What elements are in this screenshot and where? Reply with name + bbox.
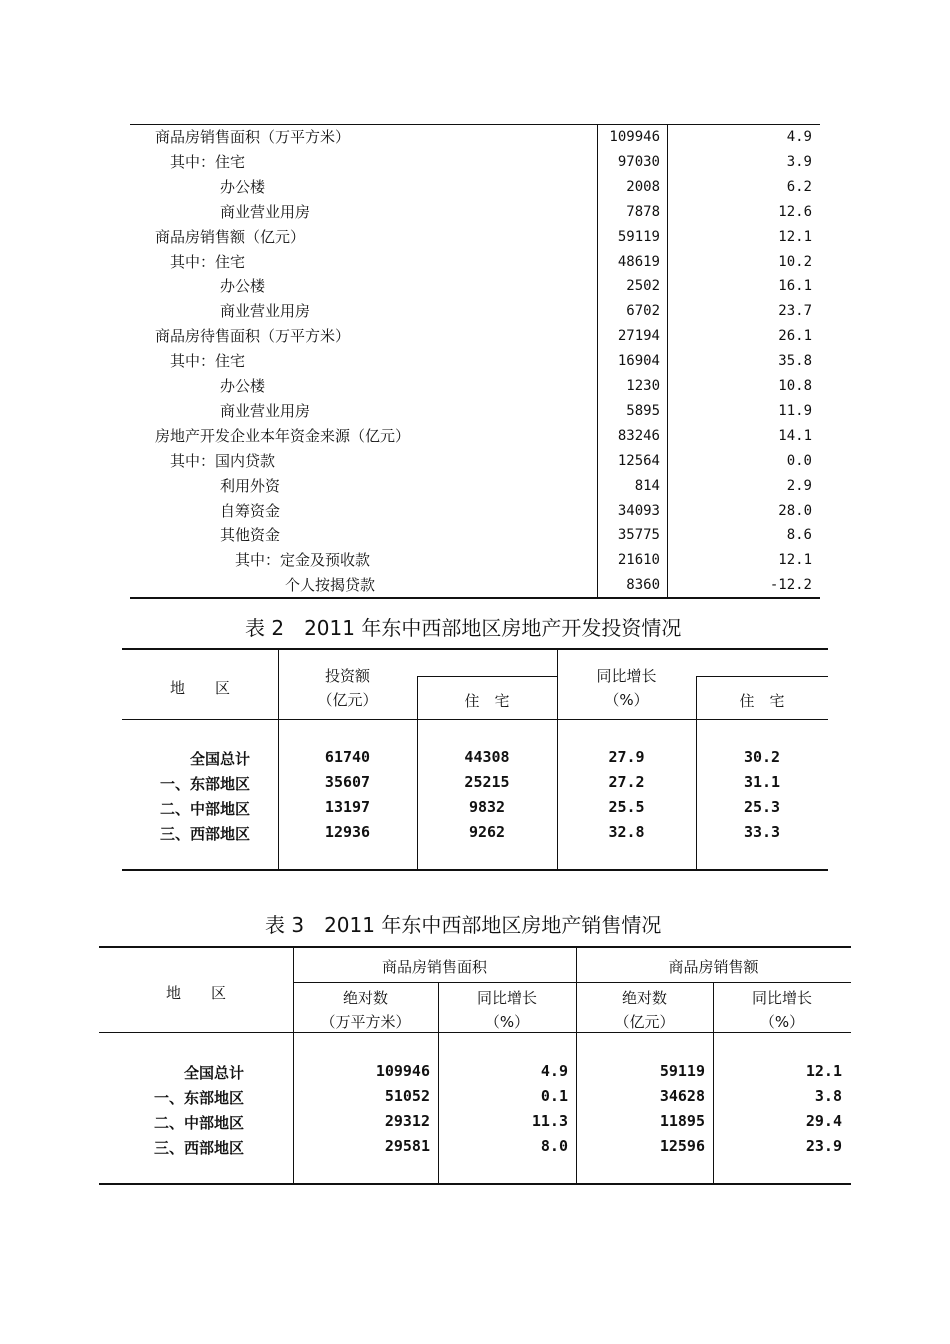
row-label: 其中：国内贷款	[170, 451, 276, 470]
sales-cell: 59119	[659, 1062, 705, 1080]
table3-header-sales-unit: （亿元）	[614, 1013, 675, 1031]
table3-header-area-growth-unit: （%）	[484, 1013, 530, 1031]
residential-cell: 9832	[468, 798, 506, 816]
table2-header-investment: 投资额	[324, 667, 370, 685]
row-value: 12564	[617, 452, 660, 469]
row-growth: 2.9	[786, 477, 812, 494]
region-cell: 二、中部地区	[153, 1114, 244, 1132]
row-label: 商品房待售面积（万平方米）	[155, 327, 351, 346]
region-cell: 一、东部地区	[153, 1089, 244, 1107]
row-value: 6702	[626, 303, 660, 320]
residential-cell: 9262	[468, 823, 506, 841]
row-label: 其他资金	[220, 526, 281, 545]
row-label: 房地产开发企业本年资金来源（亿元）	[155, 426, 411, 445]
region-cell: 三、西部地区	[153, 1139, 244, 1157]
row-value: 59119	[617, 228, 660, 245]
row-growth: 10.2	[778, 253, 812, 270]
table3-header-area-growth: 同比增长	[476, 989, 537, 1007]
row-label: 自筹资金	[220, 501, 281, 520]
row-growth: 11.9	[778, 402, 812, 419]
table-row	[130, 324, 820, 349]
growth-cell: 27.2	[608, 773, 645, 791]
table3-top-rule	[99, 946, 851, 948]
table3-header-area-absolute: 绝对数	[342, 989, 388, 1007]
table3-header-region: 地 区	[165, 984, 226, 1002]
table3-header-sales-absolute: 绝对数	[621, 989, 667, 1007]
residential-growth-cell: 31.1	[743, 773, 781, 791]
area-cell: 51052	[384, 1087, 430, 1105]
row-value: 7878	[626, 203, 660, 220]
table3-header-area-group: 商品房销售面积	[381, 958, 487, 976]
table-row	[130, 523, 820, 548]
table3-header-area-unit: （万平方米）	[320, 1013, 411, 1031]
table-row	[130, 150, 820, 175]
residential-growth-cell: 25.3	[743, 798, 781, 816]
row-growth: 3.9	[786, 153, 812, 170]
row-label: 商品房销售额（亿元）	[155, 227, 306, 246]
row-label: 办公楼	[220, 377, 266, 395]
row-value: 16904	[617, 353, 660, 370]
sales-cell: 12596	[659, 1137, 705, 1155]
row-growth: 12.1	[778, 552, 812, 569]
row-growth: 6.2	[786, 178, 812, 195]
row-value: 21610	[617, 552, 660, 569]
residential-cell: 25215	[464, 773, 510, 791]
table2-bottom-rule	[122, 869, 828, 871]
row-value: 1230	[626, 378, 660, 394]
row-label: 利用外资	[220, 476, 281, 495]
region-cell: 二、中部地区	[159, 800, 250, 818]
table-row	[130, 125, 820, 150]
row-label: 商业营业用房	[220, 202, 311, 221]
row-label: 商业营业用房	[220, 401, 311, 420]
row-growth: 28.0	[778, 502, 812, 519]
table-row	[130, 548, 820, 573]
table-row	[130, 299, 820, 324]
table2-subheader-rule-1	[417, 676, 557, 677]
investment-cell: 13197	[324, 798, 371, 816]
table2-top-rule	[122, 648, 828, 650]
table2-header-region: 地 区	[169, 679, 230, 697]
area-growth-cell: 0.1	[540, 1087, 568, 1105]
table-row	[130, 225, 820, 250]
row-value: 814	[634, 477, 660, 494]
table3-col-divider-3	[576, 947, 577, 1184]
table2-header-growth: 同比增长	[596, 667, 657, 685]
area-growth-cell: 4.9	[540, 1062, 568, 1080]
table-row	[130, 349, 820, 374]
row-growth: 10.8	[778, 378, 812, 394]
row-growth: 35.8	[778, 353, 812, 370]
row-value: 83246	[617, 427, 660, 444]
sales-growth-cell: 23.9	[805, 1137, 842, 1155]
table2-header-residential: 住 宅	[464, 692, 510, 710]
area-growth-cell: 8.0	[540, 1137, 568, 1155]
table3-header-sales-growth-unit: （%）	[759, 1013, 805, 1031]
row-growth: 26.1	[778, 328, 812, 345]
area-cell: 29581	[384, 1137, 430, 1155]
investment-cell: 12936	[324, 823, 371, 841]
row-label: 办公楼	[220, 277, 266, 296]
row-growth: 4.9	[786, 129, 812, 145]
table-row	[130, 449, 820, 474]
row-value: 2502	[626, 278, 660, 295]
row-value: 8360	[626, 577, 660, 594]
row-growth: 8.6	[786, 527, 812, 544]
row-value: 109946	[609, 129, 660, 145]
growth-cell: 27.9	[608, 748, 645, 766]
table2-header-rule	[122, 719, 828, 720]
area-growth-cell: 11.3	[531, 1112, 568, 1130]
row-growth: 14.1	[778, 427, 812, 444]
area-cell: 109946	[375, 1062, 430, 1080]
growth-cell: 32.8	[608, 823, 645, 841]
row-value: 5895	[626, 402, 660, 419]
area-cell: 29312	[384, 1112, 430, 1130]
table2-caption: 表 2 2011 年东中西部地区房地产开发投资情况	[245, 616, 682, 640]
row-label: 其中：住宅	[170, 152, 246, 171]
row-label: 其中：住宅	[170, 352, 246, 371]
region-cell: 全国总计	[183, 1064, 244, 1082]
row-value: 48619	[617, 253, 660, 270]
table-row	[130, 274, 820, 299]
row-label: 其中：定金及预收款	[235, 551, 371, 570]
row-label: 其中：住宅	[170, 252, 246, 271]
table3-col-divider-1	[293, 947, 294, 1184]
table3-header-sales-group: 商品房销售额	[668, 958, 759, 976]
sales-cell: 11895	[659, 1112, 705, 1130]
row-growth: -12.2	[769, 577, 812, 594]
residential-cell: 44308	[464, 748, 510, 766]
row-value: 27194	[617, 328, 660, 345]
row-growth: 23.7	[778, 303, 812, 320]
table-row	[130, 474, 820, 499]
row-value: 35775	[617, 527, 660, 544]
table3-subheader-rule	[293, 982, 851, 983]
residential-growth-cell: 33.3	[743, 823, 781, 841]
investment-cell: 61740	[324, 748, 371, 766]
table3-bottom-rule	[99, 1183, 851, 1185]
row-growth: 0.0	[786, 452, 812, 469]
row-value: 34093	[617, 502, 660, 519]
row-label: 办公楼	[220, 177, 266, 196]
table-row	[130, 499, 820, 524]
row-value: 2008	[626, 178, 660, 195]
row-growth: 16.1	[778, 278, 812, 295]
table3-header-sales-growth: 同比增长	[751, 989, 812, 1007]
row-growth: 12.1	[778, 228, 812, 245]
table-row	[130, 374, 820, 399]
region-cell: 全国总计	[189, 750, 250, 768]
table2-header-residential-growth: 住 宅	[739, 692, 785, 710]
row-value: 97030	[617, 153, 660, 170]
sales-growth-cell: 12.1	[805, 1062, 842, 1080]
table2-header-investment-unit: （亿元）	[317, 691, 378, 709]
table-row	[130, 573, 820, 598]
residential-growth-cell: 30.2	[743, 748, 781, 766]
row-label: 商品房销售面积（万平方米）	[155, 128, 351, 146]
table3-caption: 表 3 2011 年东中西部地区房地产销售情况	[265, 913, 662, 937]
table2-subheader-rule-2	[696, 676, 828, 677]
sales-growth-cell: 29.4	[805, 1112, 842, 1130]
row-growth: 12.6	[778, 203, 812, 220]
growth-cell: 25.5	[608, 798, 645, 816]
sales-growth-cell: 3.8	[814, 1087, 842, 1105]
region-cell: 一、东部地区	[159, 775, 250, 793]
table2-header-growth-unit: （%）	[604, 691, 649, 709]
table3-header-rule	[99, 1032, 851, 1033]
investment-cell: 35607	[324, 773, 371, 791]
table-row	[130, 399, 820, 424]
region-cell: 三、西部地区	[159, 825, 250, 843]
row-label: 商业营业用房	[220, 302, 311, 321]
table-row	[130, 250, 820, 275]
sales-cell: 34628	[659, 1087, 705, 1105]
row-label: 个人按揭贷款	[285, 576, 376, 595]
table-row	[130, 175, 820, 200]
table-row	[130, 200, 820, 225]
table-row	[130, 424, 820, 449]
